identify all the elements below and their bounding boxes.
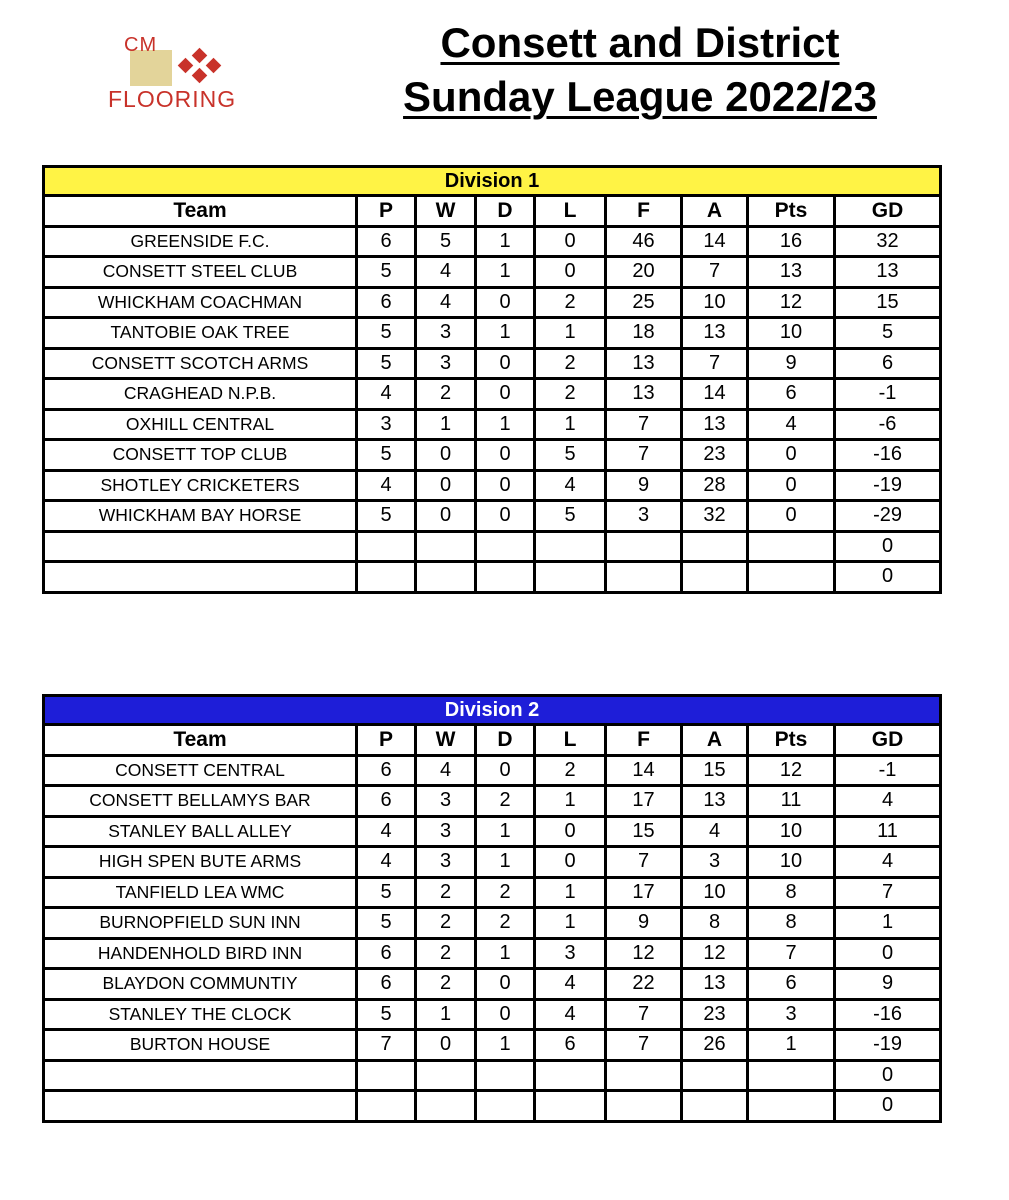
stat-cell-a: 13 [682,318,748,349]
stat-cell-p: 4 [357,470,416,501]
stat-cell-d: 0 [476,999,535,1030]
stat-cell-w [416,1060,476,1091]
column-header-l: L [535,196,606,227]
stat-cell-l [535,531,606,562]
table-row [44,440,941,471]
stat-cell-f: 20 [606,257,682,288]
column-header-row [44,196,941,227]
stat-cell-p: 5 [357,318,416,349]
stat-cell-d: 0 [476,470,535,501]
stat-cell-w: 2 [416,379,476,410]
stat-cell-f: 18 [606,318,682,349]
stat-cell-d [476,562,535,593]
stat-cell-d: 2 [476,786,535,817]
stat-cell-w [416,531,476,562]
table-row [44,226,941,257]
stat-cell-pts: 9 [748,348,835,379]
stat-cell-p: 5 [357,999,416,1030]
stat-cell-l [535,1060,606,1091]
stat-cell-l: 4 [535,969,606,1000]
stat-cell-f: 7 [606,1030,682,1061]
stat-cell-w: 3 [416,318,476,349]
stat-cell-p [357,1091,416,1122]
stat-cell-w: 2 [416,969,476,1000]
column-header-p: P [357,725,416,756]
stat-cell-w: 1 [416,999,476,1030]
stat-cell-w: 3 [416,786,476,817]
table-row [44,786,941,817]
stat-cell-f [606,562,682,593]
stat-cell-w: 0 [416,501,476,532]
stat-cell-gd: -19 [835,1030,941,1061]
table-row [44,1030,941,1061]
stat-cell-pts: 1 [748,1030,835,1061]
stat-cell-l: 0 [535,226,606,257]
stat-cell-p: 5 [357,348,416,379]
division-1-heading: Division 1 [44,167,941,196]
stat-cell-f: 7 [606,847,682,878]
stat-cell-l: 2 [535,755,606,786]
stat-cell-l: 6 [535,1030,606,1061]
stat-cell-pts: 3 [748,999,835,1030]
team-name-cell: HIGH SPEN BUTE ARMS [44,847,357,878]
stat-cell-a: 14 [682,379,748,410]
table-row [44,908,941,939]
column-header-f: F [606,196,682,227]
team-name-cell [44,531,357,562]
stat-cell-f [606,531,682,562]
team-name-cell: CONSETT BELLAMYS BAR [44,786,357,817]
column-header-pts: Pts [748,725,835,756]
stat-cell-pts: 10 [748,847,835,878]
table-row [44,1091,941,1122]
stat-cell-a: 13 [682,409,748,440]
stat-cell-d: 1 [476,226,535,257]
stat-cell-pts: 0 [748,440,835,471]
team-name-cell: CONSETT CENTRAL [44,755,357,786]
stat-cell-gd: -16 [835,999,941,1030]
stat-cell-w: 3 [416,816,476,847]
stat-cell-pts: 11 [748,786,835,817]
stat-cell-a: 7 [682,257,748,288]
stat-cell-w [416,562,476,593]
stat-cell-p: 6 [357,969,416,1000]
stat-cell-w: 0 [416,440,476,471]
team-name-cell: TANFIELD LEA WMC [44,877,357,908]
stat-cell-l: 4 [535,470,606,501]
stat-cell-f: 12 [606,938,682,969]
stat-cell-gd: -6 [835,409,941,440]
stat-cell-d: 2 [476,877,535,908]
stat-cell-d: 1 [476,847,535,878]
stat-cell-d [476,1060,535,1091]
table-row [44,409,941,440]
stat-cell-gd: 32 [835,226,941,257]
stat-cell-a [682,531,748,562]
stat-cell-f: 13 [606,348,682,379]
stat-cell-d: 1 [476,409,535,440]
stat-cell-gd: 6 [835,348,941,379]
stat-cell-pts: 10 [748,318,835,349]
stat-cell-f: 22 [606,969,682,1000]
stat-cell-a [682,562,748,593]
stat-cell-a: 32 [682,501,748,532]
stat-cell-w: 4 [416,257,476,288]
table-row [44,938,941,969]
stat-cell-a: 10 [682,877,748,908]
stat-cell-p: 5 [357,908,416,939]
stat-cell-gd: 0 [835,1060,941,1091]
stat-cell-a: 10 [682,287,748,318]
team-name-cell: CONSETT STEEL CLUB [44,257,357,288]
stat-cell-p: 7 [357,1030,416,1061]
stat-cell-d: 1 [476,938,535,969]
stat-cell-f [606,1091,682,1122]
stat-cell-p: 6 [357,287,416,318]
stat-cell-w: 2 [416,908,476,939]
stat-cell-gd: 0 [835,1091,941,1122]
page-title-line2: Sunday League 2022/23 [403,73,877,120]
division-1-table [42,165,942,594]
stat-cell-pts [748,531,835,562]
stat-cell-p: 6 [357,786,416,817]
stat-cell-a: 7 [682,348,748,379]
stat-cell-d: 0 [476,287,535,318]
stat-cell-pts: 4 [748,409,835,440]
table-row [44,877,941,908]
stat-cell-a: 3 [682,847,748,878]
division-2-heading: Division 2 [44,696,941,725]
stat-cell-l: 1 [535,877,606,908]
stat-cell-gd: -1 [835,755,941,786]
stat-cell-a: 15 [682,755,748,786]
stat-cell-f: 9 [606,908,682,939]
stat-cell-p: 5 [357,501,416,532]
column-header-a: A [682,725,748,756]
stat-cell-d [476,531,535,562]
stat-cell-l: 0 [535,257,606,288]
stat-cell-l: 0 [535,847,606,878]
stat-cell-l: 2 [535,348,606,379]
stat-cell-f: 17 [606,786,682,817]
stat-cell-pts: 6 [748,379,835,410]
stat-cell-gd: -1 [835,379,941,410]
stat-cell-w: 3 [416,348,476,379]
stat-cell-pts: 8 [748,908,835,939]
stat-cell-gd: 0 [835,531,941,562]
stat-cell-f: 7 [606,999,682,1030]
stat-cell-p [357,562,416,593]
stat-cell-a: 13 [682,786,748,817]
stat-cell-a: 8 [682,908,748,939]
team-name-cell: STANLEY BALL ALLEY [44,816,357,847]
stat-cell-d: 0 [476,969,535,1000]
stat-cell-w: 4 [416,755,476,786]
stat-cell-p: 6 [357,755,416,786]
column-header-gd: GD [835,725,941,756]
stat-cell-a: 12 [682,938,748,969]
table-row [44,379,941,410]
stat-cell-d [476,1091,535,1122]
table-row [44,531,941,562]
table-row [44,470,941,501]
stat-cell-gd: 4 [835,786,941,817]
table-row [44,348,941,379]
stat-cell-d: 0 [476,501,535,532]
stat-cell-p: 6 [357,938,416,969]
stat-cell-gd: 4 [835,847,941,878]
division-2-table [42,694,942,1123]
stat-cell-pts: 6 [748,969,835,1000]
stat-cell-gd: 11 [835,816,941,847]
stat-cell-p: 5 [357,877,416,908]
stat-cell-gd: 0 [835,938,941,969]
stat-cell-p: 5 [357,440,416,471]
logo-cm-text: CM [124,34,158,56]
stat-cell-p: 4 [357,816,416,847]
stat-cell-d: 1 [476,318,535,349]
stat-cell-w [416,1091,476,1122]
team-name-cell [44,1060,357,1091]
table-row [44,318,941,349]
table-row [44,816,941,847]
stat-cell-f: 7 [606,409,682,440]
stat-cell-f: 14 [606,755,682,786]
stat-cell-l: 3 [535,938,606,969]
team-name-cell [44,1091,357,1122]
team-name-cell: WHICKHAM COACHMAN [44,287,357,318]
table-row [44,501,941,532]
stat-cell-gd: -19 [835,470,941,501]
stat-cell-a: 4 [682,816,748,847]
team-name-cell: CONSETT SCOTCH ARMS [44,348,357,379]
stat-cell-f: 15 [606,816,682,847]
stat-cell-l: 5 [535,501,606,532]
stat-cell-gd: 15 [835,287,941,318]
stat-cell-pts: 0 [748,470,835,501]
cm-flooring-logo [100,28,275,118]
team-name-cell: GREENSIDE F.C. [44,226,357,257]
stat-cell-gd: 0 [835,562,941,593]
stat-cell-l: 1 [535,786,606,817]
team-name-cell: TANTOBIE OAK TREE [44,318,357,349]
team-name-cell: BURTON HOUSE [44,1030,357,1061]
logo-flooring-text: FLOORING [108,86,237,112]
column-header-w: W [416,196,476,227]
stat-cell-a: 23 [682,440,748,471]
stat-cell-pts [748,1091,835,1122]
stat-cell-w: 5 [416,226,476,257]
team-name-cell: OXHILL CENTRAL [44,409,357,440]
stat-cell-a: 14 [682,226,748,257]
stat-cell-p: 6 [357,226,416,257]
stat-cell-w: 4 [416,287,476,318]
stat-cell-pts: 12 [748,287,835,318]
stat-cell-a [682,1091,748,1122]
team-name-cell: BLAYDON COMMUNTIY [44,969,357,1000]
stat-cell-f: 3 [606,501,682,532]
stat-cell-pts [748,1060,835,1091]
stat-cell-a: 26 [682,1030,748,1061]
team-name-cell: CONSETT TOP CLUB [44,440,357,471]
team-name-cell: STANLEY THE CLOCK [44,999,357,1030]
stat-cell-f: 7 [606,440,682,471]
stat-cell-gd: -29 [835,501,941,532]
stat-cell-p: 3 [357,409,416,440]
stat-cell-f: 9 [606,470,682,501]
column-header-d: D [476,725,535,756]
stat-cell-f [606,1060,682,1091]
stat-cell-p: 5 [357,257,416,288]
stat-cell-pts [748,562,835,593]
team-name-cell: HANDENHOLD BIRD INN [44,938,357,969]
stat-cell-gd: -16 [835,440,941,471]
stat-cell-gd: 1 [835,908,941,939]
stat-cell-d: 2 [476,908,535,939]
column-header-f: F [606,725,682,756]
stat-cell-d: 1 [476,816,535,847]
stat-cell-w: 3 [416,847,476,878]
stat-cell-gd: 7 [835,877,941,908]
stat-cell-pts: 13 [748,257,835,288]
stat-cell-d: 1 [476,257,535,288]
stat-cell-w: 0 [416,1030,476,1061]
stat-cell-a: 28 [682,470,748,501]
stat-cell-a [682,1060,748,1091]
stat-cell-l: 4 [535,999,606,1030]
team-name-cell: CRAGHEAD N.P.B. [44,379,357,410]
stat-cell-f: 46 [606,226,682,257]
table-row [44,1060,941,1091]
stat-cell-p: 4 [357,847,416,878]
column-header-pts: Pts [748,196,835,227]
stat-cell-d: 0 [476,755,535,786]
stat-cell-l: 1 [535,908,606,939]
stat-cell-gd: 5 [835,318,941,349]
stat-cell-f: 25 [606,287,682,318]
stat-cell-pts: 12 [748,755,835,786]
column-header-w: W [416,725,476,756]
table-row [44,287,941,318]
stat-cell-f: 13 [606,379,682,410]
table-row [44,562,941,593]
stat-cell-l [535,562,606,593]
team-name-cell: SHOTLEY CRICKETERS [44,470,357,501]
stat-cell-d: 0 [476,440,535,471]
column-header-team: Team [44,725,357,756]
stat-cell-pts: 16 [748,226,835,257]
stat-cell-d: 1 [476,1030,535,1061]
stat-cell-w: 0 [416,470,476,501]
stat-cell-p [357,531,416,562]
column-header-gd: GD [835,196,941,227]
page-title-line1: Consett and District [440,19,840,66]
team-name-cell: BURNOPFIELD SUN INN [44,908,357,939]
stat-cell-w: 1 [416,409,476,440]
column-header-team: Team [44,196,357,227]
column-header-p: P [357,196,416,227]
column-header-a: A [682,196,748,227]
stat-cell-l: 2 [535,287,606,318]
table-row [44,755,941,786]
stat-cell-pts: 10 [748,816,835,847]
stat-cell-p: 4 [357,379,416,410]
stat-cell-p [357,1060,416,1091]
stat-cell-pts: 8 [748,877,835,908]
stat-cell-l: 5 [535,440,606,471]
table-row [44,999,941,1030]
stat-cell-w: 2 [416,938,476,969]
team-name-cell [44,562,357,593]
stat-cell-w: 2 [416,877,476,908]
column-header-d: D [476,196,535,227]
table-row [44,257,941,288]
stat-cell-f: 17 [606,877,682,908]
stat-cell-a: 13 [682,969,748,1000]
stat-cell-gd: 13 [835,257,941,288]
column-header-row [44,725,941,756]
table-row [44,847,941,878]
stat-cell-pts: 0 [748,501,835,532]
stat-cell-a: 23 [682,999,748,1030]
stat-cell-l: 0 [535,816,606,847]
stat-cell-d: 0 [476,348,535,379]
stat-cell-l: 2 [535,379,606,410]
stat-cell-l: 1 [535,318,606,349]
column-header-l: L [535,725,606,756]
stat-cell-d: 0 [476,379,535,410]
table-row [44,969,941,1000]
stat-cell-gd: 9 [835,969,941,1000]
team-name-cell: WHICKHAM BAY HORSE [44,501,357,532]
stat-cell-l [535,1091,606,1122]
stat-cell-pts: 7 [748,938,835,969]
stat-cell-l: 1 [535,409,606,440]
